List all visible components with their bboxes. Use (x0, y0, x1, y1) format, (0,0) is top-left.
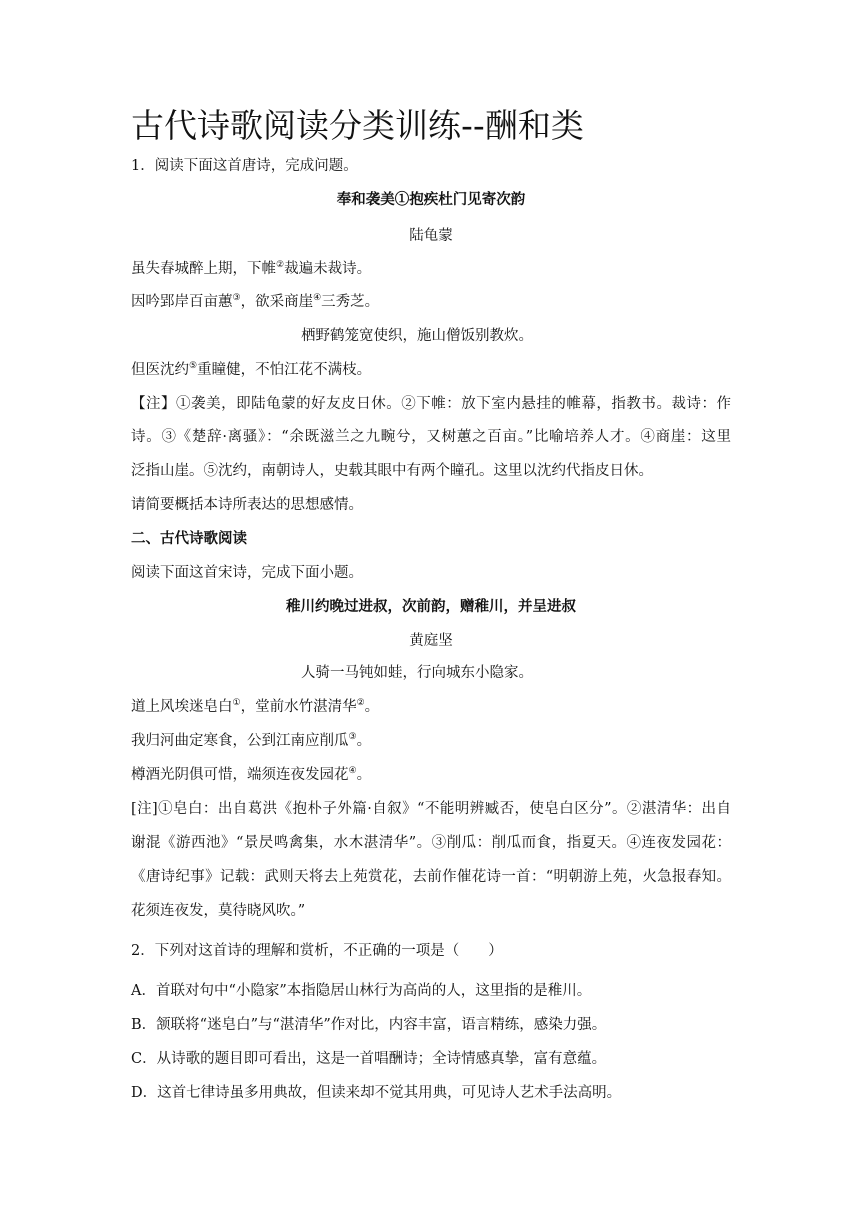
poem-1-line-1: 虽失春城醉上期，下帷②裁遍未裁诗。 (131, 260, 372, 277)
poem-1-line-4: 但医沈约⑤重瞳健，不怕江花不满枝。 (131, 361, 372, 378)
poem-1-title: 奉和袭美①抱疾杜门见寄次韵 (336, 191, 526, 208)
section-2-heading: 二、古代诗歌阅读 (131, 530, 247, 547)
poem-2-notes-line-1: [注]①皂白：出自葛洪《抱朴子外篇·自叙》“不能明辨臧否，使皂白区分”。②湛清华：出自 (131, 801, 731, 817)
footnote-mark: ③ (232, 293, 241, 304)
poem-1-notes-line-1: 【注】①袭美，即陆龟蒙的好友皮日休。②下帷：放下室内悬挂的帷幕，指教书。裁诗：作 (131, 396, 731, 412)
footnote-mark: ① (232, 698, 241, 709)
poem-1-line-2: 因吟郢岸百亩蕙③，欲采商崖④三秀芝。 (131, 293, 380, 310)
poem-2-title: 稚川约晚过进叔，次前韵，赠稚川，并呈进叔 (286, 598, 576, 615)
poem-1-line-3: 栖野鹤笼宽使织，施山僧饭别教炊。 (301, 328, 533, 344)
poem-2-notes-line-2: 谢混《游西池》“景昃鸣禽集，水木湛清华”。③削瓜：削瓜而食，指夏天。④连夜发园花： (131, 835, 731, 851)
option-b: B．颔联将“迷皂白”与“湛清华”作对比，内容丰富，语言精练，感染力强。 (131, 1017, 607, 1033)
footnote-mark: ② (276, 260, 285, 271)
poem-2-author: 黄庭坚 (409, 633, 453, 649)
poem-1-notes-line-3: 泛指山崖。⑤沈约，南朝诗人，史载其眼中有两个瞳孔。这里以沈约代指皮日休。 (131, 463, 653, 479)
poem-2-line-2: 道上风埃迷皂白①，堂前水竹湛清华②。 (131, 698, 380, 715)
question-1-prompt: 1．阅读下面这首唐诗，完成问题。 (131, 158, 358, 174)
footnote-mark: ② (356, 698, 365, 709)
poem-2-notes-line-3: 《唐诗纪事》记载：武则天将去上苑赏花，去前作催花诗一首：“明朝游上苑，火急报春知。 (131, 869, 731, 885)
option-c: C．从诗歌的题目即可看出，这是一首唱酬诗；全诗情感真挚，富有意蕴。 (131, 1051, 607, 1067)
page-title: 古代诗歌阅读分类训练--酬和类 (131, 106, 584, 145)
poem-2-line-1: 人骑一马钝如蛙，行向城东小隐家。 (301, 665, 533, 681)
poem-2-notes-line-4: 花须连夜发，莫待晓风吹。” (131, 903, 306, 919)
poem-2-line-3: 我归河曲定寒食，公到江南应削瓜③。 (131, 732, 372, 749)
question-2-stem: 2．下列对这首诗的理解和赏析，不正确的一项是（ ） (131, 943, 503, 959)
footnote-mark: ④ (313, 293, 322, 304)
footnote-mark: ④ (348, 766, 357, 777)
question-1-text: 请简要概括本诗所表达的思想感情。 (131, 497, 363, 513)
footnote-mark: ⑤ (189, 361, 198, 372)
footnote-mark: ③ (348, 732, 357, 743)
poem-1-notes-line-2: 诗。③《楚辞·离骚》：“余既滋兰之九畹兮，又树蕙之百亩。”比喻培养人才。④商崖：这里 (131, 429, 731, 445)
poem-1-author: 陆龟蒙 (409, 228, 453, 244)
section-2-prompt: 阅读下面这首宋诗，完成下面小题。 (131, 565, 363, 581)
poem-2-line-4: 樽酒光阴俱可惜，端须连夜发园花④。 (131, 766, 372, 783)
option-d: D．这首七律诗虽多用典故，但读来却不觉其用典，可见诗人艺术手法高明。 (131, 1085, 622, 1101)
option-a: A．首联对句中“小隐家”本指隐居山林行为高尚的人，这里指的是稚川。 (131, 983, 592, 999)
